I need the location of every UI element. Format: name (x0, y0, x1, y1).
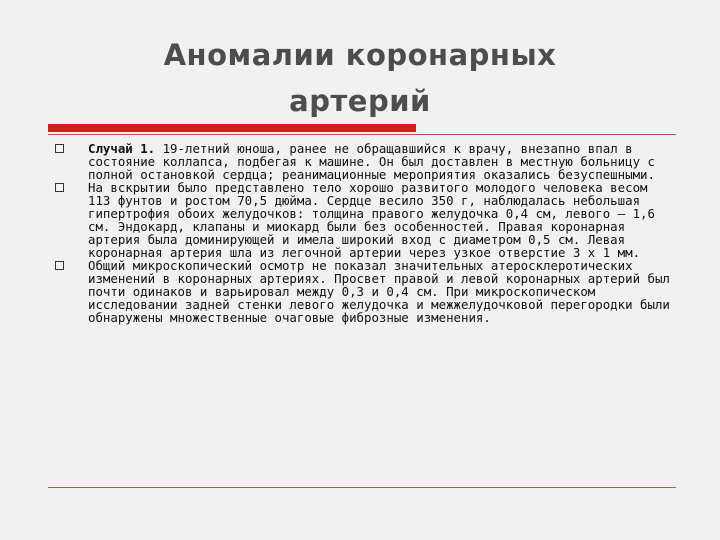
hollow-square-bullet-icon (55, 183, 64, 192)
bullet-text: На вскрытии было представлено тело хорошо развитого молодого человека весом 113 фунтов и ростом 70,5 дюйма. Сердце весило 350 г, наблюдалась небольшая гипертрофия обоих желудочков: толщина правого желудочка 0,4 см, левого – 1,6 см. Эндокард, клапаны и миокард были без особенностей. Правая коронарная артерия была доминирующей и имела широкий вход с диаметром 0,5 см. Левая коронарная артерия шла из легочной артерии через узкое отверстие 3 х 1 мм. (88, 180, 655, 260)
list-item (52, 181, 672, 259)
slide-title (0, 32, 720, 124)
top-divider (48, 134, 676, 135)
bullet-text (88, 141, 655, 182)
slide-title-line-1: Аномалии коронарных (163, 38, 557, 72)
slide-title-line-2: артерий (289, 84, 431, 118)
bottom-divider (48, 487, 676, 488)
case-description: 19-летний юноша, ранее не обращавшийся к врачу, внезапно впал в состояние коллапса, подбегая к машине. Он был доставлен в местную больницу с полной остановкой сердца; реанимационные мероприятия оказались безуспешными. (88, 141, 655, 182)
case-label: Случай 1. (88, 141, 156, 156)
list-item (52, 259, 672, 324)
slide-body-list (52, 142, 672, 324)
title-accent-bar (48, 124, 416, 132)
list-item (52, 142, 672, 181)
bullet-text: Общий микроскопический осмотр не показал значительных атеросклеротических изменений в коронарных артериях. Просвет правой и левой коронарных артерий был почти одинаков и варьировал между 0,3 и 0,4 см. При микроскопическом исследовании задней стенки левого желудочка и межжелудочковой перегородки были обнаружены множественные очаговые фиброзные изменения. (88, 258, 670, 325)
hollow-square-bullet-icon (55, 144, 64, 153)
hollow-square-bullet-icon (55, 261, 64, 270)
